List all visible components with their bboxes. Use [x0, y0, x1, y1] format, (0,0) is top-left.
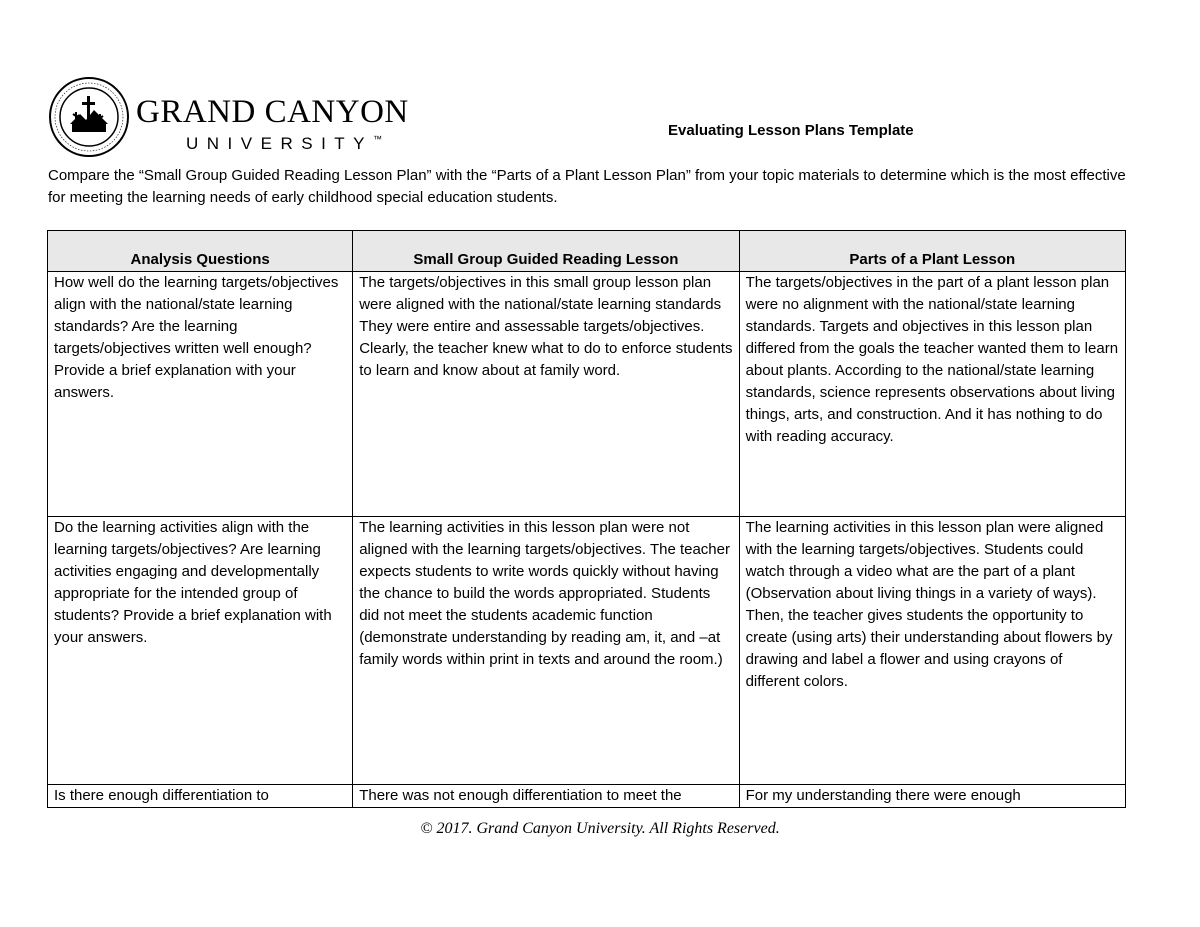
university-logo [48, 76, 418, 162]
trademark-symbol: ™ [373, 134, 383, 144]
column-header: Analysis Questions [48, 231, 353, 272]
table-cell: For my understanding there were enough [739, 785, 1125, 808]
table-cell: The targets/objectives in the part of a plant lesson plan were no alignment with the national/state learning standards. Targets and objectives in this lesson plan differed from the goals the teacher wanted them to learn about plants. According to the national/state learning standards, science represents observations about living things, arts, and construction. And it has nothing to do with reading accuracy. [739, 272, 1125, 517]
column-header: Small Group Guided Reading Lesson [353, 231, 739, 272]
table-cell: The targets/objectives in this small group lesson plan were aligned with the national/state learning standards They were entire and assessable targets/objectives. Clearly, the teacher knew what to do to enforce students to learn and know about at family word. [353, 272, 739, 517]
copyright-footer: © 2017. Grand Canyon University. All Rights Reserved. [420, 820, 780, 837]
table-row [48, 517, 1126, 785]
document-title: Evaluating Lesson Plans Template [668, 122, 914, 139]
university-name-line1: GRAND CANYON [136, 94, 409, 130]
table-cell: There was not enough differentiation to meet the [353, 785, 739, 808]
intro-paragraph: Compare the “Small Group Guided Reading Lesson Plan” with the “Parts of a Plant Lesson Plan” from your topic materials to determine which is the most effective for meeting the learning needs of early childhood special education students. [48, 167, 1126, 206]
table-header-row [48, 231, 1126, 272]
table-row [48, 272, 1126, 517]
university-word: UNIVERSITY [186, 134, 374, 153]
university-seal-icon [48, 76, 130, 158]
analysis-table [47, 230, 1126, 808]
table-cell: How well do the learning targets/objectives align with the national/state learning standards? Are the learning targets/objectives written well enough? Provide a brief explanation with your answers. [48, 272, 353, 517]
table-cell: Do the learning activities align with the learning targets/objectives? Are learning activities engaging and developmentally appropriate for the intended group of students? Provide a brief explanation with your answers. [48, 517, 353, 785]
table-cell: The learning activities in this lesson plan were aligned with the learning targets/objectives. Students could watch through a video what are the part of a plant (Observation about living things in a variety of ways). Then, the teacher gives students the opportunity to create (using arts) their understanding about flowers by drawing and label a flower and using crayons of different colors. [739, 517, 1125, 785]
table-cell: Is there enough differentiation to [48, 785, 353, 808]
column-header: Parts of a Plant Lesson [739, 231, 1125, 272]
table-cell: The learning activities in this lesson plan were not aligned with the learning targets/objectives. The teacher expects students to write words quickly without having the chance to build the words appropriated. Students did not meet the students academic function (demonstrate understanding by reading am, it, and –at family words within print in texts and around the room.) [353, 517, 739, 785]
university-name-line2 [186, 134, 382, 154]
table-row [48, 785, 1126, 808]
